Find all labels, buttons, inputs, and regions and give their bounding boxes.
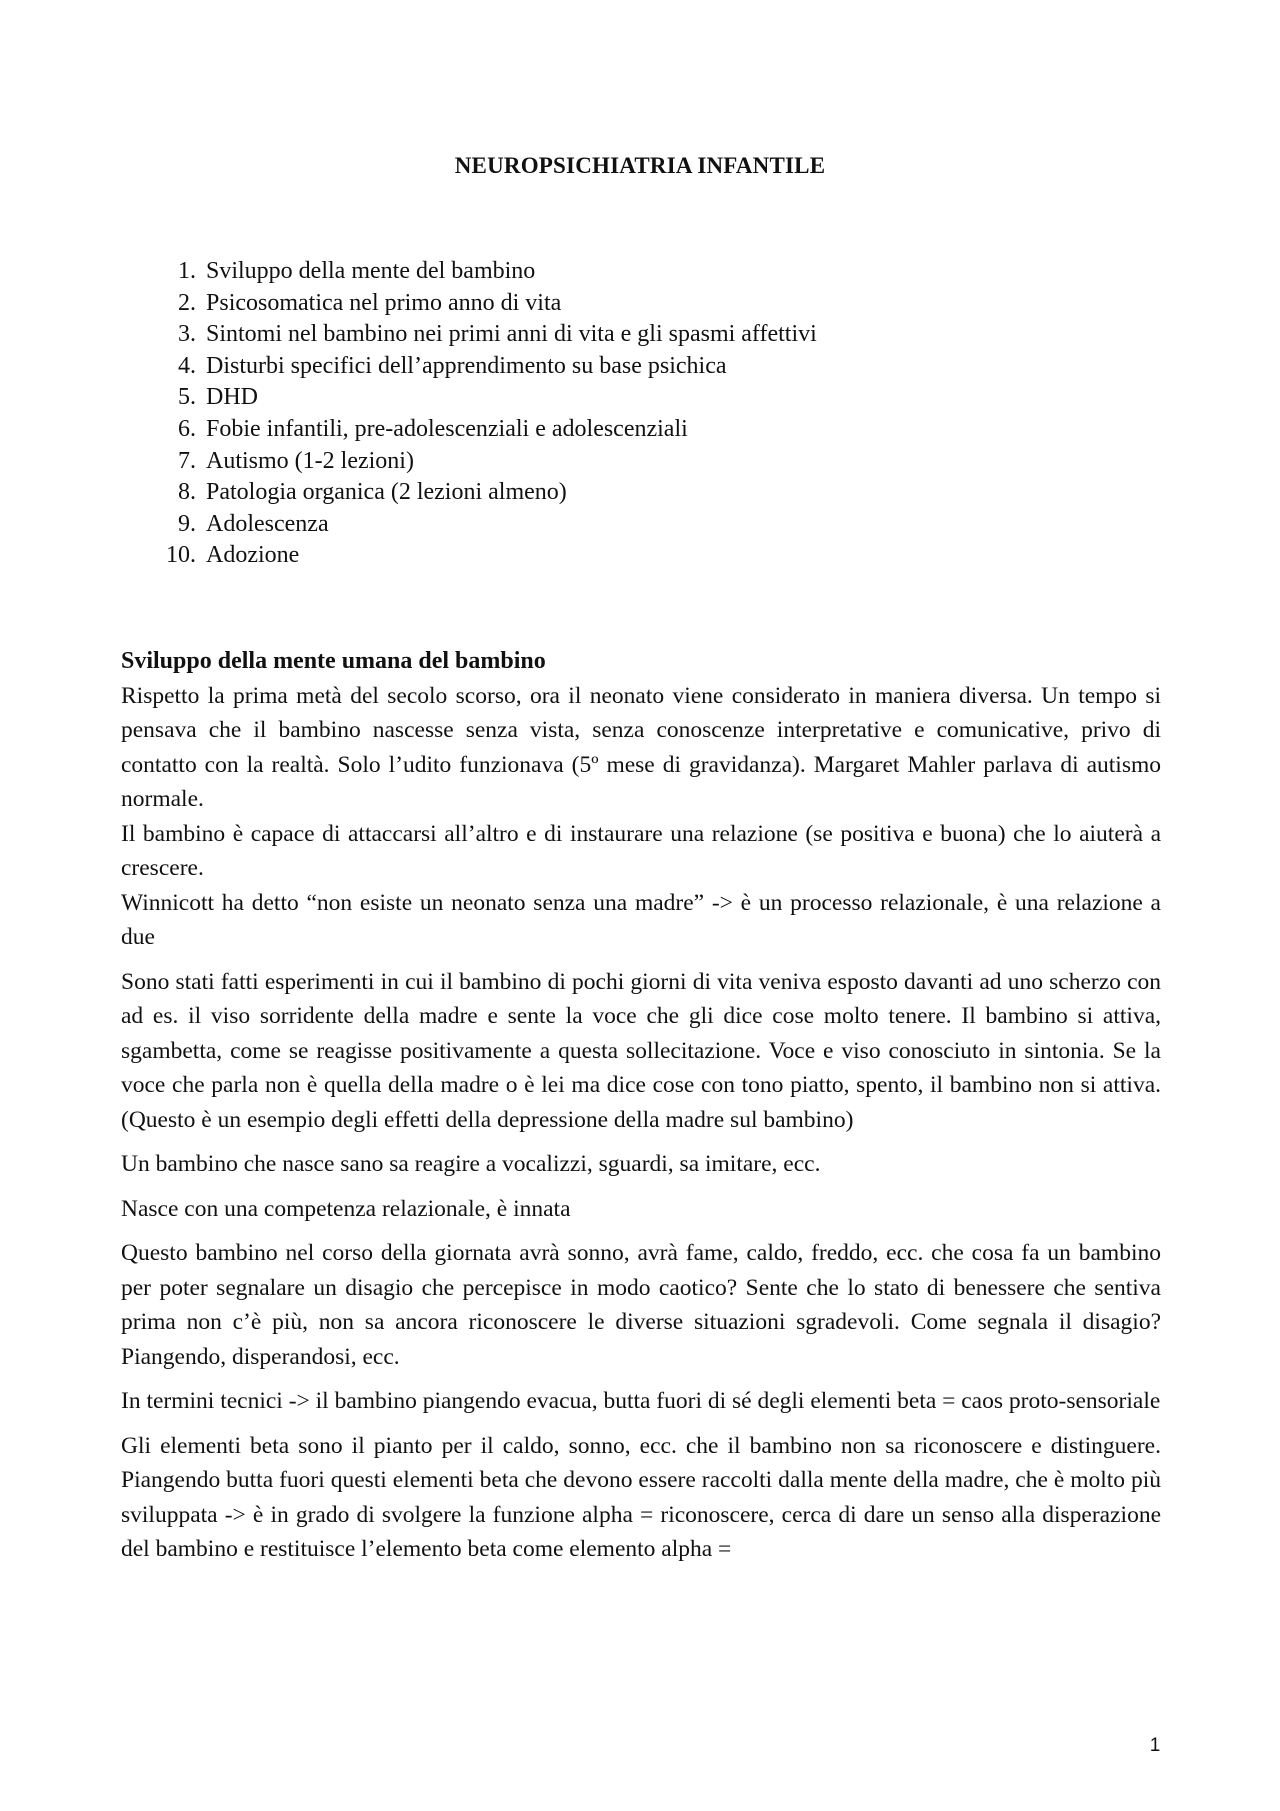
paragraph: Gli elementi beta sono il pianto per il caldo, sonno, ecc. che il bambino non sa riconoscere e distinguere. Piangendo butta fuori questi elementi beta che devono essere raccolti dalla mente della madre, che è molto più sviluppata -> è in grado di svolgere la funzione alpha = riconoscere, cerca di dare un senso alla disperazione del bambino e restituisce l’elemento beta come elemento alpha = <box>121 1432 1161 1562</box>
toc-item-number: 7 . <box>150 446 198 478</box>
paragraph: Sono stati fatti esperimenti in cui il bambino di pochi giorni di vita veniva esposto davanti ad uno scherzo con ad es. il viso sorridente della madre e sente la voce che gli dice cose molto tenere. Il bambino si attiva, sgambetta, come se reagisse positivamente a questa sollecitazione. Voce e viso conosciuto in sintonia. Se la voce che parla non è quella della madre o è lei ma dice cose con tono piatto, spento, il bambino non si attiva. (Questo è un esempio degli effetti della depressione della madre sul bambino) <box>121 968 1161 1133</box>
paragraph: Nasce con una competenza relazionale, è innata <box>121 1195 571 1222</box>
toc-item-number: 9 . <box>150 509 198 541</box>
toc-item-text: Sviluppo della mente del bambino <box>206 258 536 284</box>
toc-item-number: 10 . <box>150 540 198 572</box>
document-body <box>121 644 1161 1567</box>
toc-item <box>150 351 817 383</box>
toc-item-number: 5 . <box>150 382 198 414</box>
toc-item-text: Patologia organica (2 lezioni almeno) <box>206 479 567 506</box>
toc-item-text: Adolescenza <box>206 510 329 537</box>
toc-item <box>150 509 817 541</box>
document-title: NEUROPSICHIATRIA INFANTILE <box>454 153 826 178</box>
toc-item-text: Fobie infantili, pre-adolescenziali e adolescenziali <box>206 415 688 442</box>
paragraph: In termini tecnici -> il bambino piangendo evacua, butta fuori di sé degli elementi beta = caos proto-sensoriale <box>121 1388 1161 1414</box>
toc-item-text: Adozione <box>206 542 300 569</box>
toc-item <box>150 288 817 320</box>
table-of-contents <box>150 256 817 572</box>
toc-item <box>150 540 817 572</box>
toc-item-text: Psicosomatica nel primo anno di vita <box>206 289 562 316</box>
paragraph: Questo bambino nel corso della giornata avrà sonno, avrà fame, caldo, freddo, ecc. che cosa fa un bambino per poter segnalare un disagio che percepisce in modo caotico? Sente che lo stato di benessere che sentiva prima non c’è più, non sa ancora riconoscere le diverse situazioni sgradevoli. Come segnala il disagio? Piangendo, disperandosi, ecc. <box>121 1240 1161 1370</box>
paragraph: Winnicott ha detto “non esiste un neonato senza una madre” -> è un processo relazionale, è una relazione a due <box>121 889 1161 950</box>
toc-item-number: 3 . <box>150 319 198 351</box>
paragraph: Il bambino è capace di attaccarsi all’altro e di instaurare una relazione (se positiva e buona) che lo aiuterà a crescere. <box>121 820 1161 881</box>
toc-item <box>150 477 817 509</box>
toc-item-number: 4 . <box>150 351 198 383</box>
toc-item-text: Autismo (1-2 lezioni) <box>206 447 414 474</box>
toc-item-text: Disturbi specifici dell’apprendimento su base psichica <box>206 352 727 379</box>
paragraph: Rispetto la prima metà del secolo scorso, ora il neonato viene considerato in maniera diversa. Un tempo si pensava che il bambino nascesse senza vista, senza conoscenze interpretative e comunicative, privo di contatto con la realtà. Solo l’udito funzionava (5º mese di gravidanza). Margaret Mahler parlava di autismo normale. <box>121 682 1161 812</box>
toc-item-text: DHD <box>206 384 258 411</box>
toc-item <box>150 319 817 351</box>
paragraph: Un bambino che nasce sano sa reagire a vocalizzi, sguardi, sa imitare, ecc. <box>121 1151 821 1177</box>
toc-item-number: 8 . <box>150 477 198 509</box>
toc-item-number: 6 . <box>150 414 198 446</box>
toc-item-number: 2 . <box>150 288 198 320</box>
toc-item-number: 1 . <box>150 256 198 288</box>
page-number: 1 <box>1149 1735 1161 1756</box>
toc-item <box>150 382 817 414</box>
toc-item <box>150 414 817 446</box>
toc-item-text: Sintomi nel bambino nei primi anni di vita e gli spasmi affettivi <box>206 321 817 348</box>
toc-item <box>150 256 817 288</box>
section-heading: Sviluppo della mente umana del bambino <box>121 648 546 674</box>
toc-item <box>150 446 817 478</box>
